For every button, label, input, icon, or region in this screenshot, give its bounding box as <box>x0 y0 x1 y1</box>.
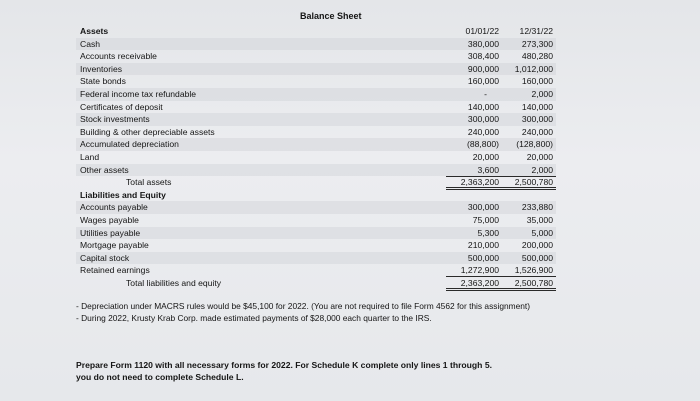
row-value-ending: 300,000 <box>521 114 553 125</box>
table-row <box>76 38 556 51</box>
row-label: Accumulated depreciation <box>80 139 179 150</box>
table-row <box>76 113 556 126</box>
total-assets-ending: 2,500,780 <box>514 177 553 188</box>
row-label: Land <box>80 152 100 162</box>
liabilities-heading: Liabilities and Equity <box>80 189 166 200</box>
table-row <box>76 50 556 63</box>
row-value-ending: 200,000 <box>521 240 553 251</box>
table-row <box>76 227 556 240</box>
row-value-beginning: 20,000 <box>472 152 499 162</box>
total-rule <box>446 288 556 289</box>
row-label: Wages payable <box>80 215 139 225</box>
row-value-beginning: 500,000 <box>467 252 499 263</box>
table-row <box>76 63 556 76</box>
total-liabilities-ending: 2,500,780 <box>514 278 553 288</box>
total-assets-beginning: 2,363,200 <box>460 177 499 188</box>
prompt-line-2: you do not need to complete Schedule L. <box>76 372 244 382</box>
row-label: Other assets <box>80 164 129 175</box>
row-value-beginning: 1,272,900 <box>460 265 499 276</box>
table-row <box>76 126 556 139</box>
total-liabilities-beginning: 2,363,200 <box>460 278 499 288</box>
row-value-beginning: 300,000 <box>467 202 499 213</box>
row-value-beginning: - <box>484 89 487 99</box>
row-label: Stock investments <box>80 114 150 125</box>
assets-heading: Assets <box>80 26 109 36</box>
total-double-rule <box>446 290 556 291</box>
row-value-ending: 35,000 <box>526 215 553 225</box>
row-label: Accounts receivable <box>80 51 157 62</box>
row-value-beginning: 75,000 <box>472 215 499 225</box>
note-estimated-payments: - During 2022, Krusty Krab Corp. made estimated payments of $28,000 each quarter to the IRS. <box>76 312 432 323</box>
row-value-ending: 1,526,900 <box>514 265 553 276</box>
row-label: Mortgage payable <box>80 240 149 251</box>
row-label: Certificates of deposit <box>80 101 163 112</box>
assignment-prompt <box>76 359 556 383</box>
row-label: Building & other depreciable assets <box>80 126 215 137</box>
table-row <box>76 164 556 177</box>
col-header-ending: 12/31/22 <box>519 26 553 36</box>
table-row <box>76 201 556 214</box>
row-value-beginning: 900,000 <box>467 63 499 74</box>
notes <box>76 301 546 324</box>
row-value-ending: (128,800) <box>516 139 553 150</box>
col-header-beginning: 01/01/22 <box>465 26 499 36</box>
row-value-beginning: 380,000 <box>467 38 499 49</box>
total-assets-label: Total assets <box>126 177 172 188</box>
row-value-ending: 480,280 <box>521 51 553 62</box>
table-row <box>76 151 556 164</box>
row-value-ending: 233,880 <box>521 202 553 213</box>
table-row <box>76 214 556 227</box>
row-label: Inventories <box>80 63 123 74</box>
row-label: Capital stock <box>80 252 130 263</box>
row-value-beginning: 210,000 <box>467 240 499 251</box>
row-value-ending: 20,000 <box>526 152 553 162</box>
row-value-beginning: 160,000 <box>467 76 499 87</box>
row-label: Accounts payable <box>80 202 148 213</box>
prompt-line-1: Prepare Form 1120 with all necessary forms for 2022. For Schedule K complete only lines 1 through 5. <box>76 360 492 370</box>
total-liabilities-label: Total liabilities and equity <box>126 278 222 288</box>
row-value-ending: 140,000 <box>521 101 553 112</box>
row-value-ending: 5,000 <box>531 227 553 238</box>
row-label: Utilities payable <box>80 227 141 238</box>
row-value-beginning: 300,000 <box>467 114 499 125</box>
liabilities-heading-row <box>76 189 556 202</box>
row-value-beginning: 140,000 <box>467 101 499 112</box>
note-depreciation: - Depreciation under MACRS rules would be $45,100 for 2022. (You are not required to file Form 4562 for this assignment) <box>76 301 531 311</box>
page-title: Balance Sheet <box>300 11 362 21</box>
row-value-ending: 240,000 <box>521 126 553 137</box>
table-row <box>76 252 556 265</box>
row-value-ending: 160,000 <box>521 76 553 87</box>
table-row <box>76 138 556 151</box>
row-value-beginning: 240,000 <box>467 126 499 137</box>
row-label: Retained earnings <box>80 265 150 276</box>
table-row <box>76 75 556 88</box>
table-row <box>76 264 556 277</box>
header-row <box>76 25 556 38</box>
row-label: Federal income tax refundable <box>80 89 197 99</box>
row-label: Cash <box>80 38 101 49</box>
row-value-ending: 2,000 <box>531 164 553 175</box>
table-row <box>76 239 556 252</box>
row-value-beginning: 5,300 <box>477 227 499 238</box>
row-value-ending: 1,012,000 <box>514 63 553 74</box>
row-value-beginning: 308,400 <box>467 51 499 62</box>
row-value-ending: 273,300 <box>521 38 553 49</box>
row-value-beginning: (88,800) <box>466 139 499 150</box>
row-value-beginning: 3,600 <box>477 164 499 175</box>
table-row <box>76 101 556 114</box>
row-label: State bonds <box>80 76 126 87</box>
table-row <box>76 88 556 101</box>
row-value-ending: 2,000 <box>531 89 553 99</box>
row-value-ending: 500,000 <box>521 252 553 263</box>
